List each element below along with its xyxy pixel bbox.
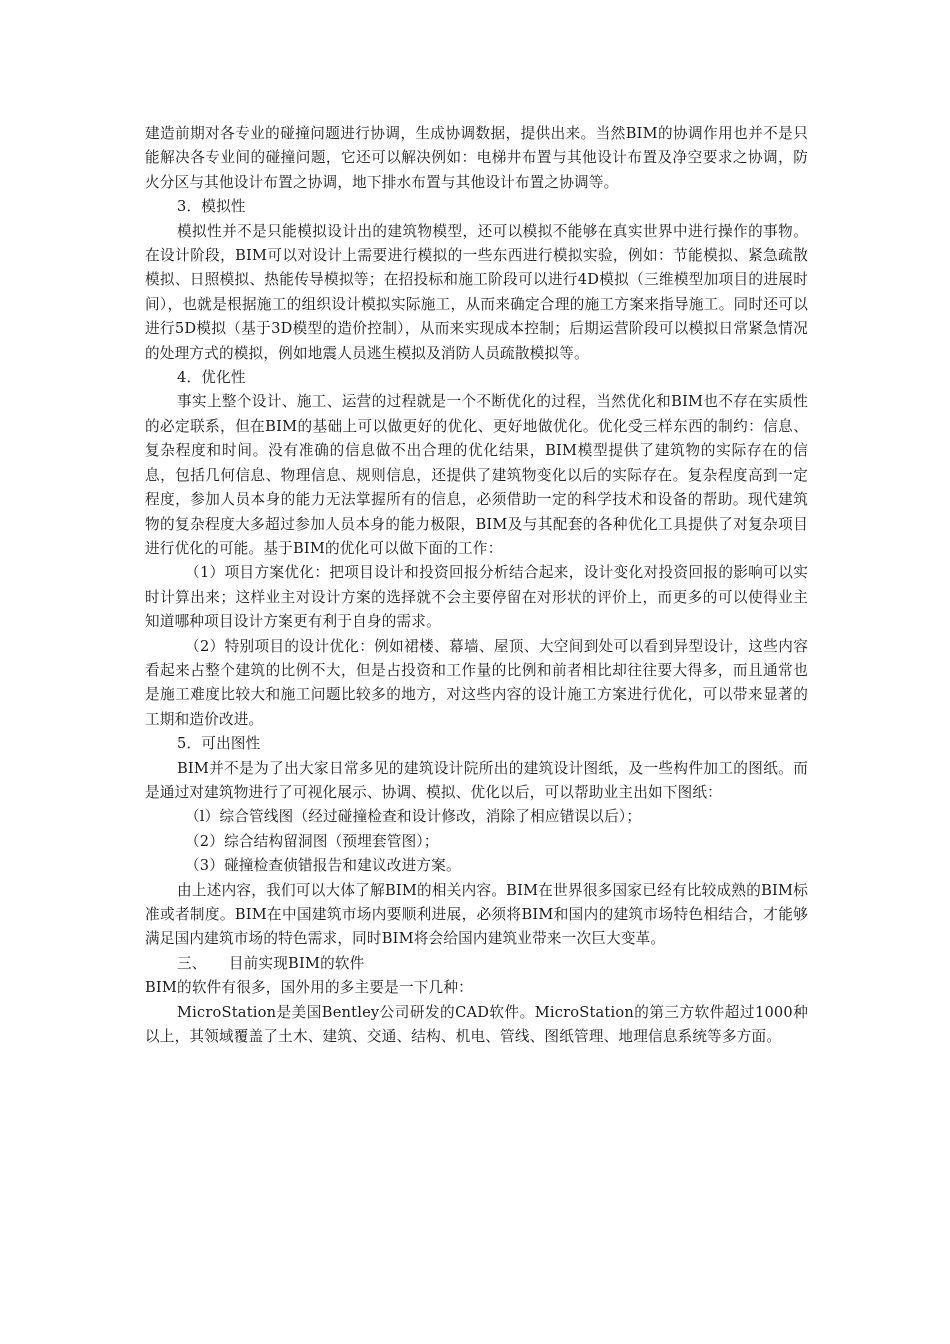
section-heading-software: 三、 目前实现BIM的软件 xyxy=(177,954,365,972)
paragraph-drawing: BIM并不是为了出大家日常多见的建筑设计院所出的建筑设计图纸，及一些构件加工的图纸。而是通过对建筑物进行了可视化展示、协调、模拟、优化以后，可以帮助业主出如下图纸： xyxy=(145,759,808,801)
document-body xyxy=(145,122,808,1049)
paragraph-coordination-continued: 建造前期对各专业的碰撞问题进行协调，生成协调数据，提供出来。当然BIM的协调作用也并不是只能解决各专业间的碰撞问题，它还可以解决例如：电梯井布置与其他设计布置及净空要求之协调，防火分区与其他设计布置之协调，地下排水布置与其他设计布置之协调等。 xyxy=(145,125,808,191)
list-item-pipeline-drawing: （l）综合管线图（经过碰撞检查和设计修改，消除了相应错误以后）； xyxy=(185,808,642,826)
section-heading-optimization: 4．优化性 xyxy=(177,369,246,387)
paragraph-optimization: 事实上整个设计、施工、运营的过程就是一个不断优化的过程，当然优化和BIM也不存在实质性的必定联系，但在BIM的基础上可以做更好的优化、更好地做优化。优化受三样东西的制约：信息、复杂程度和时间。没有准确的信息做不出合理的优化结果，BIM模型提供了建筑物的实际存在的信息，包括几何信息、物理信息、规则信息，还提供了建筑物变化以后的实际存在。复杂程度高到一定程度，参加人员本身的能力无法掌握所有的信息，必须借助一定的科学技术和设备的帮助。现代建筑物的复杂程度大多超过参加人员本身的能力极限，BIM及与其配套的各种优化工具提供了对复杂项目进行优化的可能。基于BIM的优化可以做下面的工作： xyxy=(145,393,808,557)
section-heading-simulation: 3．模拟性 xyxy=(177,198,246,216)
paragraph-software-intro: BIM的软件有很多，国外用的多主要是一下几种： xyxy=(145,979,473,997)
paragraph-simulation: 模拟性并不是只能模拟设计出的建筑物模型，还可以模拟不能够在真实世界中进行操作的事物。在设计阶段，BIM可以对设计上需要进行模拟的一些东西进行模拟实验，例如：节能模拟、紧急疏散模拟、日照模拟、热能传导模拟等；在招投标和施工阶段可以进行4D模拟（三维模型加项目的进展时间），也就是根据施工的组织设计模拟实际施工，从而来确定合理的施工方案来指导施工。同时还可以进行5D模拟（基于3D模型的造价控制），从而来实现成本控制；后期运营阶段可以模拟日常紧急情况的处理方式的模拟，例如地震人员逃生模拟及消防人员疏散模拟等。 xyxy=(145,222,808,362)
paragraph-summary: 由上述内容，我们可以大体了解BIM的相关内容。BIM在世界很多国家已经有比较成熟的BIM标准或者制度。BIM在中国建筑市场内要顺利进展，必须将BIM和国内的建筑市场特色相结合，才能够满足国内建筑市场的特色需求，同时BIM将会给国内建筑业带来一次巨大变革。 xyxy=(145,881,808,948)
list-item-structure-hole-drawing: （2）综合结构留洞图（预埋套管图）； xyxy=(185,832,439,850)
list-item-project-optimization: （1）项目方案优化：把项目设计和投资回报分析结合起来，设计变化对投资回报的影响可以实时计算出来；这样业主对设计方案的选择就不会主要停留在对形状的评价上，而更多的可以使得业主知道哪种项目设计方案更有利于自身的需求。 xyxy=(145,564,808,631)
list-item-special-design-optimization: （2）特别项目的设计优化：例如裙楼、幕墙、屋顶、大空间到处可以看到异型设计，这些内容看起来占整个建筑的比例不大，但是占投资和工作量的比例和前者相比却往往要大得多，而且通常也是施工难度比较大和施工问题比较多的地方，对这些内容的设计施工方案进行优化，可以带来显著的工期和造价改进。 xyxy=(145,637,808,728)
section-heading-drawing: 5．可出图性 xyxy=(177,735,261,753)
paragraph-microstation: MicroStation是美国Bentley公司研发的CAD软件。MicroStation的第三方软件超过1000种以上，其领域覆盖了土木、建筑、交通、结构、机电、管线、图纸管理、地理信息系统等多方面。 xyxy=(145,1003,808,1046)
list-item-collision-report: （3）碰撞检查侦错报告和建议改进方案。 xyxy=(185,857,461,875)
